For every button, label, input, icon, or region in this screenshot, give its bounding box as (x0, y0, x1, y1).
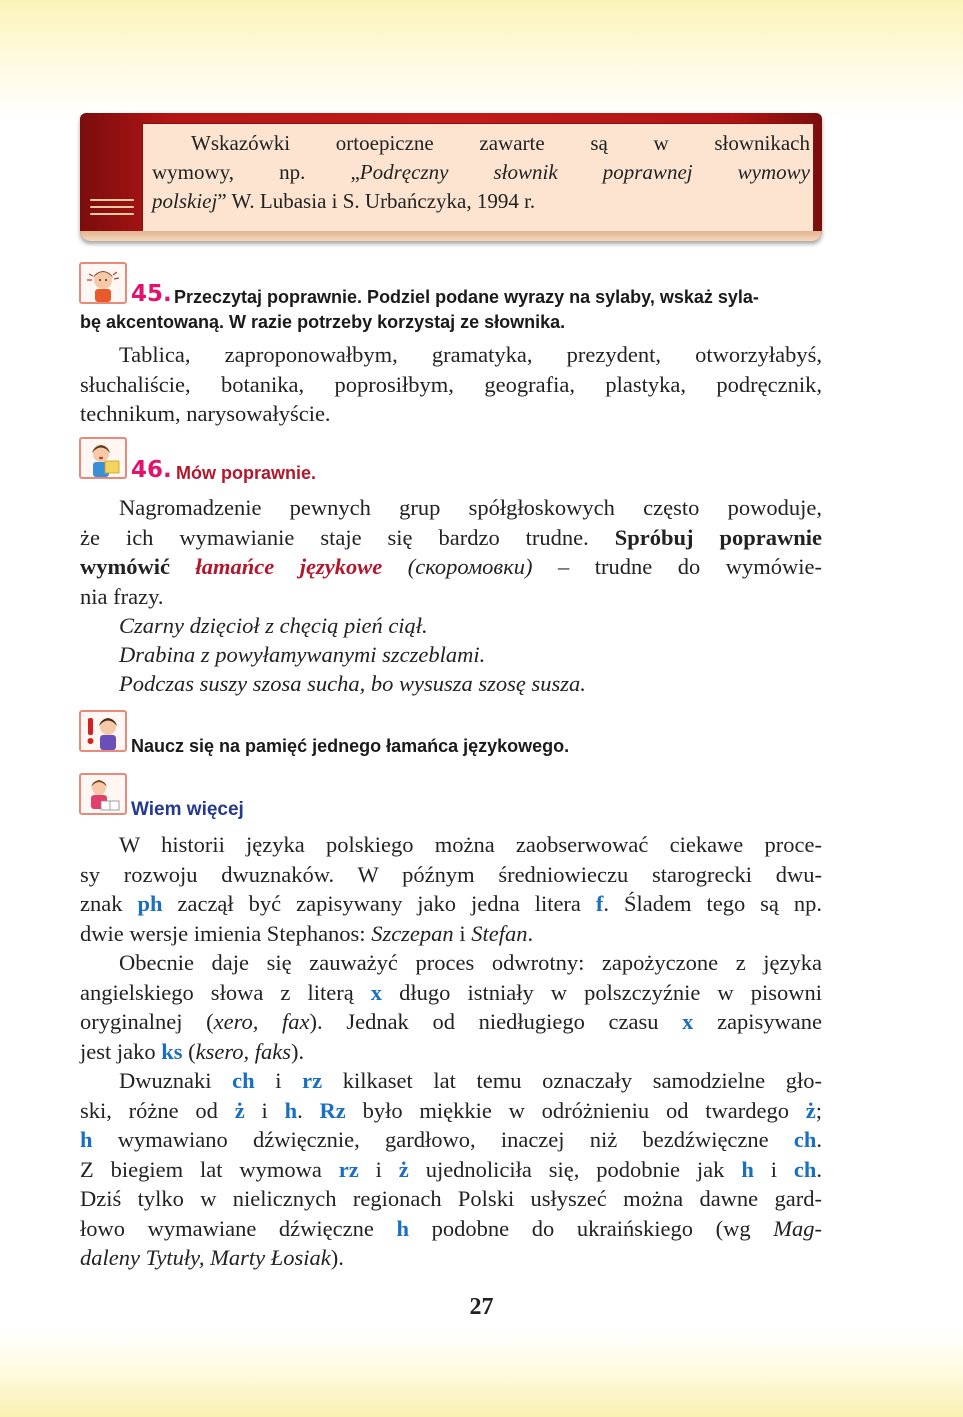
paragraph-text: ( (188, 1038, 196, 1064)
page-number: 27 (469, 1294, 494, 1320)
paragraph-text: . (816, 1127, 822, 1152)
paragraph-text: oryginalnej ( (80, 1009, 214, 1034)
paragraph-text: wymawiano dźwięcznie, gardłowo, inaczej niż bezdźwięczne (117, 1127, 769, 1152)
info-box (80, 113, 822, 241)
example-words: ksero, faks (195, 1038, 292, 1064)
paragraph-text: Dwuznaki (119, 1068, 212, 1093)
paragraph-text: zapisywane (717, 1009, 823, 1034)
exclamation-girl-icon (79, 710, 127, 752)
paragraph-text: Z biegiem lat wymowa (80, 1156, 322, 1182)
exercise-instruction: Przeczytaj poprawnie. Podziel podane wyrazy na sylaby, wskaż syla- (174, 287, 759, 307)
paragraph-text: angielskiego słowa z literą (80, 979, 354, 1005)
exercise-45-text (80, 340, 822, 429)
exercise-number: 46. (131, 457, 172, 483)
paragraph-line: nia frazy. (80, 583, 164, 609)
letter: x (370, 979, 383, 1005)
paragraph-text: zaczął być zapisywany jako jedna litera (177, 891, 581, 916)
digraph: ks (161, 1038, 183, 1064)
paragraph-text: ; (815, 1097, 823, 1123)
word-list-line: słuchaliście, botanika, poprosiłbym, geografia, plastyka, podręcznik, (80, 371, 822, 397)
digraph: Rz (319, 1097, 346, 1123)
info-text: ” W. Lubasia i S. Urbańczyka, 1994 r. (217, 189, 536, 213)
info-box-text (152, 129, 810, 216)
paragraph-line: Obecnie daje się zauważyć proces odwrotny: zapożyczone z języka (119, 950, 822, 975)
paragraph-text: dwie wersje imienia Stephanos: (80, 920, 366, 946)
paragraph-text: i (770, 1156, 777, 1182)
paragraph-text: jest jako (80, 1038, 156, 1064)
paragraph-text: kilkaset lat temu oznaczały samodzielne gło- (342, 1068, 823, 1093)
paragraph-text: . Śladem tego są np. (603, 891, 823, 916)
paragraph-text: . (297, 1097, 303, 1123)
info-text: wymowy, np. „ (152, 160, 360, 184)
tongue-twister: Czarny dzięcioł z chęcią pień ciął. (119, 613, 428, 638)
paragraph-line: W historii języka polskiego można zaobserwować ciekawe proce- (119, 832, 822, 857)
letter: h (284, 1097, 298, 1123)
exercise-instruction: Mów poprawnie. (176, 463, 317, 483)
paragraph-text: podobne do ukraińskiego (wg (431, 1215, 751, 1241)
paragraph-text: że ich wymawianie staje się bardzo trudne. (80, 524, 589, 550)
paragraph-text: długo istniały w polszczyźnie w pisowni (399, 979, 823, 1005)
paragraph-text: i (275, 1068, 282, 1093)
bold-instruction: Spróbuj poprawnie (614, 524, 823, 550)
paragraph-text: ). (291, 1038, 305, 1064)
paragraph-text: i (261, 1097, 268, 1123)
exercise-number: 45. (131, 281, 172, 307)
paragraph-line: Nagromadzenie pewnych grup spółgłoskowych często powoduje, (119, 495, 822, 520)
paragraph-text: i (459, 920, 466, 946)
bold-instruction: wymówić (80, 554, 170, 579)
author-names: Mag- (773, 1215, 822, 1241)
wiem-wiecej-paragraph-1 (80, 830, 822, 948)
tongue-twister: Drabina z powyłamywanymi szczeblami. (119, 642, 486, 667)
info-line: Wskazówki ortoepiczne zawarte są w słownikach (191, 131, 810, 155)
name-variant: Szczepan (371, 920, 454, 946)
paragraph-text: . (527, 920, 534, 946)
name-variant: Stefan (471, 920, 528, 946)
digraph: rz (302, 1068, 323, 1093)
exercise-instruction: bę akcentowaną. W razie potrzeby korzystaj ze słownika. (80, 312, 566, 332)
digraph: ch (793, 1156, 817, 1182)
letter: ż (398, 1156, 409, 1182)
word-list-line: Tablica, zaproponowałbym, gramatyka, prezydent, otworzyłabyś, (119, 342, 822, 367)
example-words: xero, fax (213, 1009, 310, 1034)
paragraph-text: ujednoliciła się, podobnie jak (425, 1156, 725, 1182)
letter: f (595, 891, 604, 916)
digraph: ch (793, 1127, 817, 1152)
digraph: ph (137, 891, 163, 916)
decorative-stripes (90, 199, 134, 229)
exercise-46-text (80, 493, 822, 611)
speaking-girl-icon (79, 437, 127, 479)
author-names: daleny Tytuły, Marty Łosiak (80, 1245, 331, 1270)
highlighted-term: łamańce językowe (195, 554, 383, 579)
book-title: Podręczny słownik poprawnej wymowy (359, 160, 810, 184)
paragraph-text: było miękkie w odróżnieniu od twardego (362, 1097, 789, 1123)
paragraph-line: Dziś tylko w nielicznych regionach Polski usłyszeć można dawne gard- (80, 1186, 822, 1211)
paragraph-text: i (375, 1156, 382, 1182)
book-title: polskiej (152, 189, 218, 213)
paragraph-text: ). (330, 1245, 344, 1270)
wiem-wiecej-paragraph-2 (80, 948, 822, 1066)
paragraph-text: . (816, 1156, 822, 1182)
wiem-wiecej-paragraph-3 (80, 1066, 822, 1273)
paragraph-text: – trudne do wymówie- (558, 554, 823, 579)
word-list-line: technikum, narysowałyście. (80, 401, 331, 426)
letter: x (682, 1009, 694, 1034)
paragraph-text: łowo wymawiane dźwięczne (80, 1215, 374, 1241)
letter: h (396, 1215, 409, 1241)
letter: ż (234, 1097, 245, 1123)
digraph: rz (338, 1156, 359, 1182)
tongue-twister: Podczas suszy szosa sucha, bo wysusza szosę susza. (119, 671, 586, 696)
reading-girl-icon (79, 773, 127, 815)
letter: h (80, 1127, 93, 1152)
paragraph-text: ski, różne od (80, 1097, 218, 1123)
section-heading: Wiem więcej (131, 799, 244, 820)
memorize-instruction: Naucz się na pamięć jednego łamańca językowego. (131, 736, 570, 756)
digraph: ch (232, 1068, 255, 1093)
letter: h (741, 1156, 754, 1182)
paragraph-text: znak (80, 891, 123, 916)
info-box-bottom-strip (80, 231, 822, 241)
ukrainian-term: (скоромовки) (407, 554, 533, 579)
letter: ż (805, 1097, 816, 1123)
paragraph-text: ). Jednak od niedługiego czasu (309, 1009, 659, 1034)
paragraph-line: sy rozwoju dwuznaków. W późnym średniowieczu starogrecki dwu- (80, 861, 822, 887)
thinking-girl-icon (79, 262, 127, 304)
